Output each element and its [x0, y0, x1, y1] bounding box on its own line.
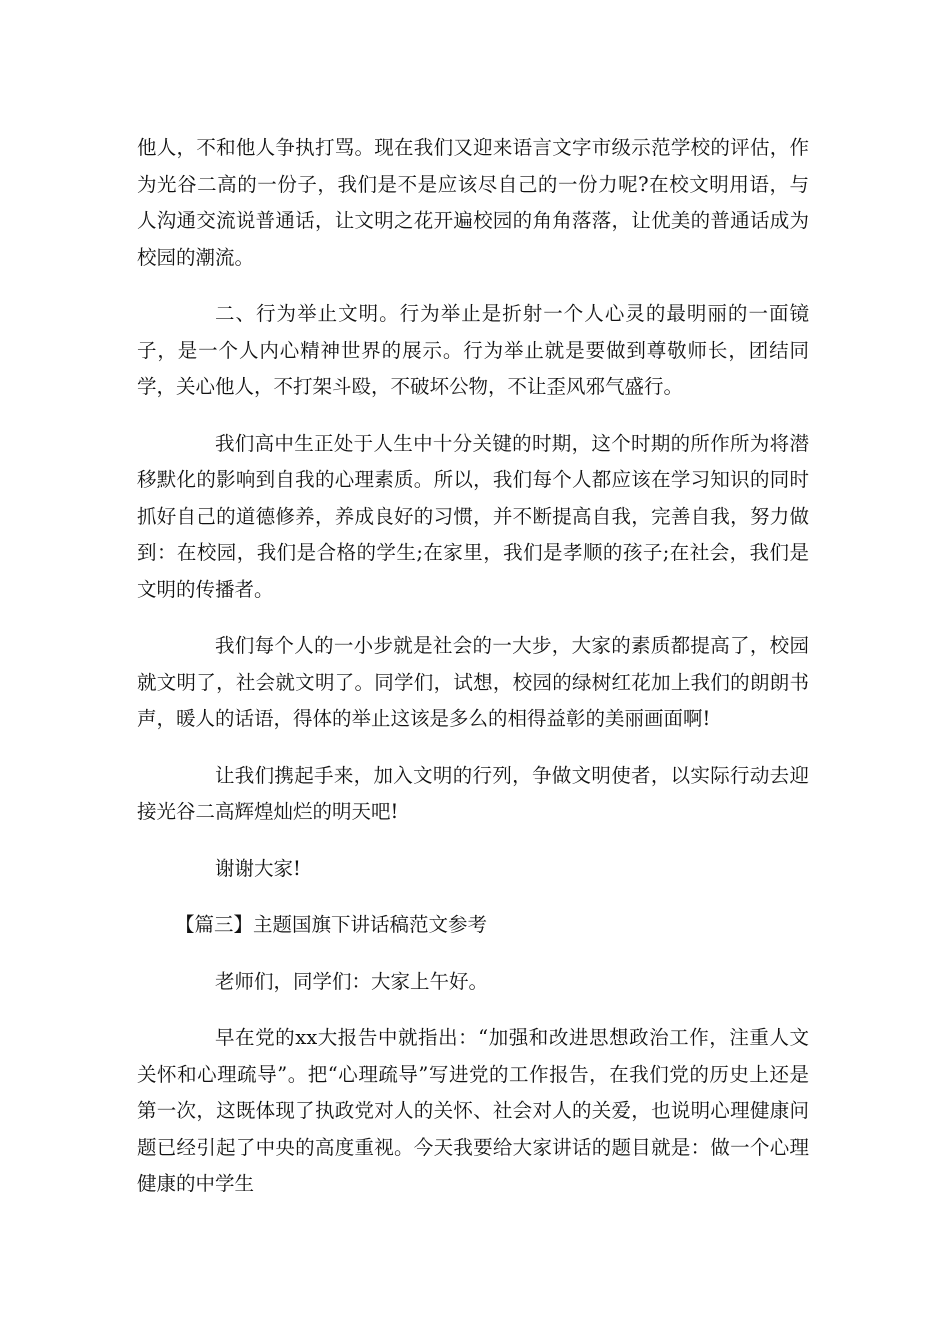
- paragraph-behavior: 二、行为举止文明。行为举止是折射一个人心灵的最明丽的一面镜子，是一个人内心精神世界的展示。行为举止就是要做到尊敬师长，团结同学，关心他人，不打架斗殴，不破坏公物，不让歪风邪气盛行。: [137, 302, 809, 398]
- paragraph-continuation: 他人，不和他人争执打骂。现在我们又迎来语言文字市级示范学校的评估，作为光谷二高的一份子，我们是不是应该尽自己的一份力呢?在校文明用语，与人沟通交流说普通话，让文明之花开遍校园的角角落落，让优美的普通话成为校园的潮流。: [137, 136, 809, 269]
- section-heading: 【篇三】主题国旗下讲话稿范文参考: [175, 913, 488, 936]
- paragraph-thanks: 谢谢大家!: [215, 856, 301, 880]
- paragraph-high-school: 我们高中生正处于人生中十分关键的时期，这个时期的所作所为将潜移默化的影响到自我的心理素质。所以，我们每个人都应该在学习知识的同时抓好自己的道德修养，养成良好的习惯，并不断提高自我，完善自我，努力做到：在校园，我们是合格的学生;在家里，我们是孝顺的孩子;在社会，我们是文明的传播者。: [137, 431, 809, 601]
- paragraph-small-step: 我们每个人的一小步就是社会的一大步，大家的素质都提高了，校园就文明了，社会就文明了。同学们，试想，校园的绿树红花加上我们的朗朗书声，暖人的话语，得体的举止这该是多么的相得益彰的美丽画面啊!: [137, 634, 809, 730]
- paragraph-greeting: 老师们，同学们：大家上午好。: [215, 969, 489, 993]
- document-body: [137, 130, 809, 1223]
- paragraph-mental-health: 早在党的xx大报告中就指出：“加强和改进思想政治工作，注重人文关怀和心理疏导”。把“心理疏导”写进党的工作报告，在我们党的历史上还是第一次，这既体现了执政党对人的关怀、社会对人的关爱，也说明心理健康问题已经引起了中央的高度重视。今天我要给大家讲话的题目就是：做一个心理健康的中学生: [137, 1026, 809, 1195]
- paragraph-join-hands: 让我们携起手来，加入文明的行列，争做文明使者，以实际行动去迎接光谷二高辉煌灿烂的明天吧!: [137, 763, 809, 823]
